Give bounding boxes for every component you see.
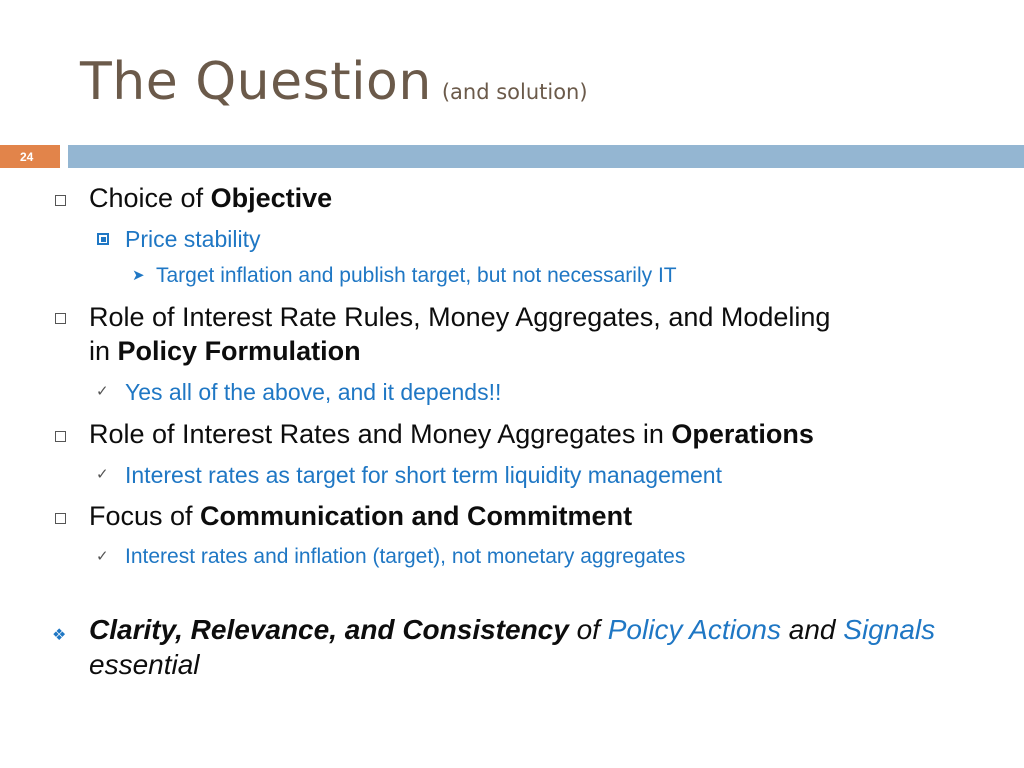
conclusion-signals: Signals xyxy=(843,614,936,645)
bullet-text: Role of Interest Rate Rules, Money Aggregates, and Modeling xyxy=(89,302,831,332)
check-mark-bullet-icon: ✓ xyxy=(96,383,109,400)
sub-bullet-interest-inflation xyxy=(125,545,685,569)
bullet-text: Interest rates and inflation (target), not monetary aggregates xyxy=(125,545,686,568)
conclusion-policy-actions: Policy Actions xyxy=(607,614,781,645)
bullet-bold-text: Policy Formulation xyxy=(117,336,361,366)
conclusion-line1 xyxy=(89,614,935,646)
bullet-text: Focus of xyxy=(89,501,201,531)
check-mark-bullet-icon: ✓ xyxy=(96,548,109,565)
conclusion-text: essential xyxy=(89,649,200,680)
conclusion-text: and xyxy=(781,614,844,645)
bullet-text: Role of Interest Rates and Money Aggregates in xyxy=(89,419,672,449)
conclusion-line2 xyxy=(89,649,200,681)
hollow-square-bullet-icon xyxy=(55,313,66,324)
bullet-choice-objective xyxy=(89,183,332,214)
sub-bullet-yes-all xyxy=(125,379,501,406)
bullet-focus-communication xyxy=(89,501,632,532)
arrowhead-bullet-icon: ➤ xyxy=(132,267,145,284)
bullet-role-interest-rate-rules xyxy=(89,302,830,333)
bullet-text: Yes all of the above, and it depends!! xyxy=(125,379,502,405)
sub-sub-bullet-target-inflation xyxy=(156,264,677,288)
title-main: The Question xyxy=(80,52,432,112)
filled-square-bullet-icon xyxy=(97,233,109,245)
bullet-role-operations xyxy=(89,419,814,450)
bullet-bold-text: Communication and Commitment xyxy=(200,501,633,531)
bullet-text: Price stability xyxy=(125,226,261,252)
hollow-square-bullet-icon xyxy=(55,513,66,524)
bullet-bold-text: Objective xyxy=(210,183,333,213)
conclusion-bold-text: Clarity, Relevance, and Consistency xyxy=(89,614,569,645)
check-mark-bullet-icon: ✓ xyxy=(96,466,109,483)
bullet-text: in xyxy=(89,336,118,366)
four-diamond-bullet-icon: ❖ xyxy=(52,627,67,644)
bullet-role-interest-rate-rules-line2 xyxy=(89,336,361,367)
bullet-text: Target inflation and publish target, but not necessarily IT xyxy=(156,264,677,287)
conclusion-text: of xyxy=(568,614,608,645)
hollow-square-bullet-icon xyxy=(55,195,66,206)
bullet-bold-text: Operations xyxy=(671,419,814,449)
slide-number: 24 xyxy=(20,149,34,164)
hollow-square-bullet-icon xyxy=(55,431,66,442)
title-subtitle: (and solution) xyxy=(441,80,588,104)
bullet-text: Choice of xyxy=(89,183,211,213)
sub-bullet-interest-rates-target xyxy=(125,462,722,489)
bullet-text: Interest rates as target for short term liquidity management xyxy=(125,462,722,488)
sub-bullet-price-stability xyxy=(125,226,260,253)
